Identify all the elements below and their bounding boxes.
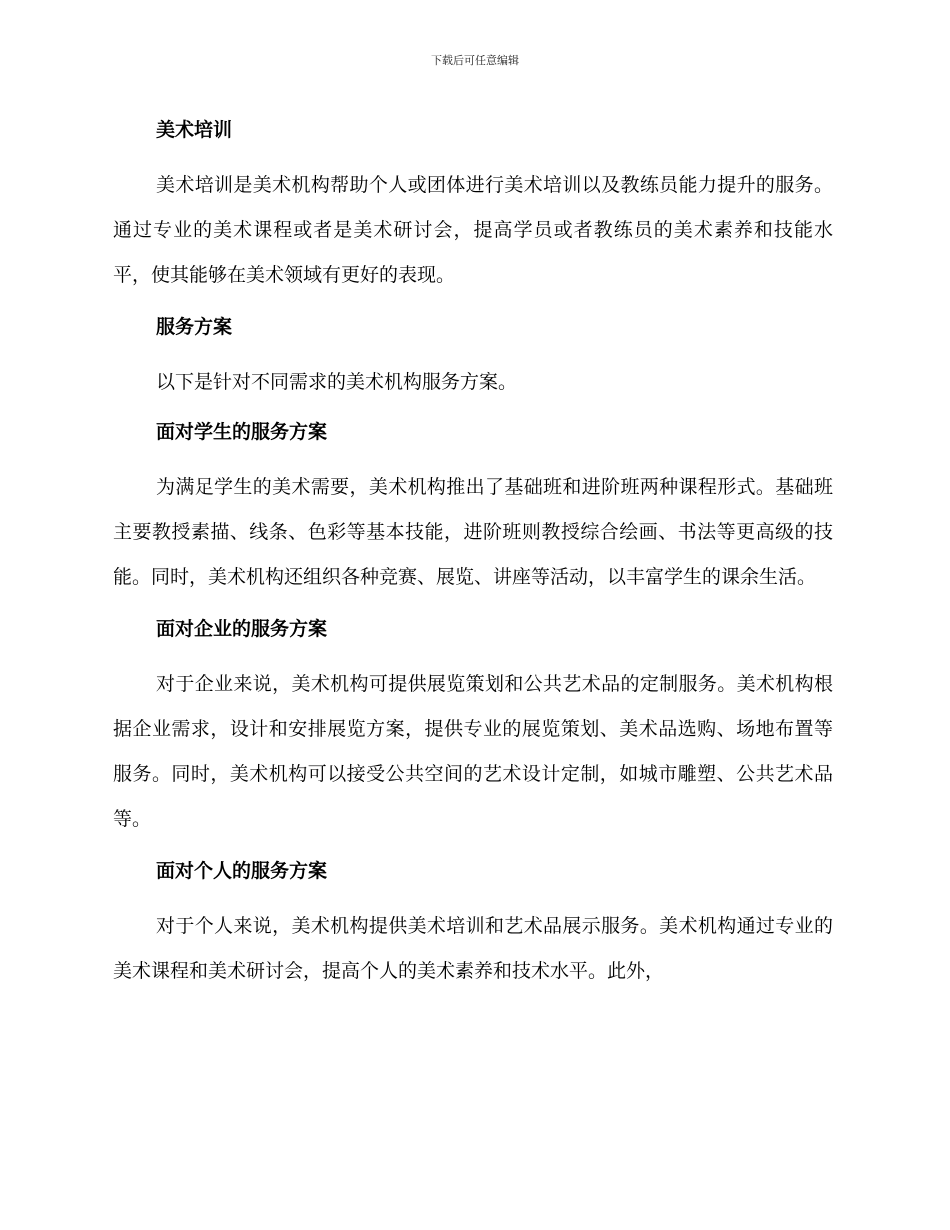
document-body — [113, 113, 833, 1006]
section-paragraph: 对于个人来说，美术机构提供美术培训和艺术品展示服务。美术机构通过专业的美术课程和美术研讨会，提高个人的美术素养和技术水平。此外， — [113, 915, 833, 982]
section-heading: 面对企业的服务方案 — [156, 618, 328, 640]
section-paragraph: 美术培训是美术机构帮助个人或团体进行美术培训以及教练员能力提升的服务。通过专业的美术课程或者是美术研讨会，提高学员或者教练员的美术素养和技能水平，使其能够在美术领域有更好的表现。 — [113, 174, 833, 286]
section-heading: 服务方案 — [156, 316, 233, 338]
section-paragraph: 对于企业来说，美术机构可提供展览策划和公共艺术品的定制服务。美术机构根据企业需求，设计和安排展览方案，提供专业的展览策划、美术品选购、场地布置等服务。同时，美术机构可以接受公共空间的艺术设计定制，如城市雕塑、公共艺术品等。 — [113, 673, 833, 830]
section-heading: 面对学生的服务方案 — [156, 421, 328, 443]
section-paragraph: 以下是针对不同需求的美术机构服务方案。 — [156, 371, 518, 393]
section-heading: 美术培训 — [156, 119, 233, 141]
page-header-note: 下载后可任意编辑 — [431, 54, 519, 67]
section-heading: 面对个人的服务方案 — [156, 860, 328, 882]
section-paragraph: 为满足学生的美术需要，美术机构推出了基础班和进阶班两种课程形式。基础班主要教授素描、线条、色彩等基本技能，进阶班则教授综合绘画、书法等更高级的技能。同时，美术机构还组织各种竞赛、展览、讲座等活动，以丰富学生的课余生活。 — [113, 476, 833, 588]
